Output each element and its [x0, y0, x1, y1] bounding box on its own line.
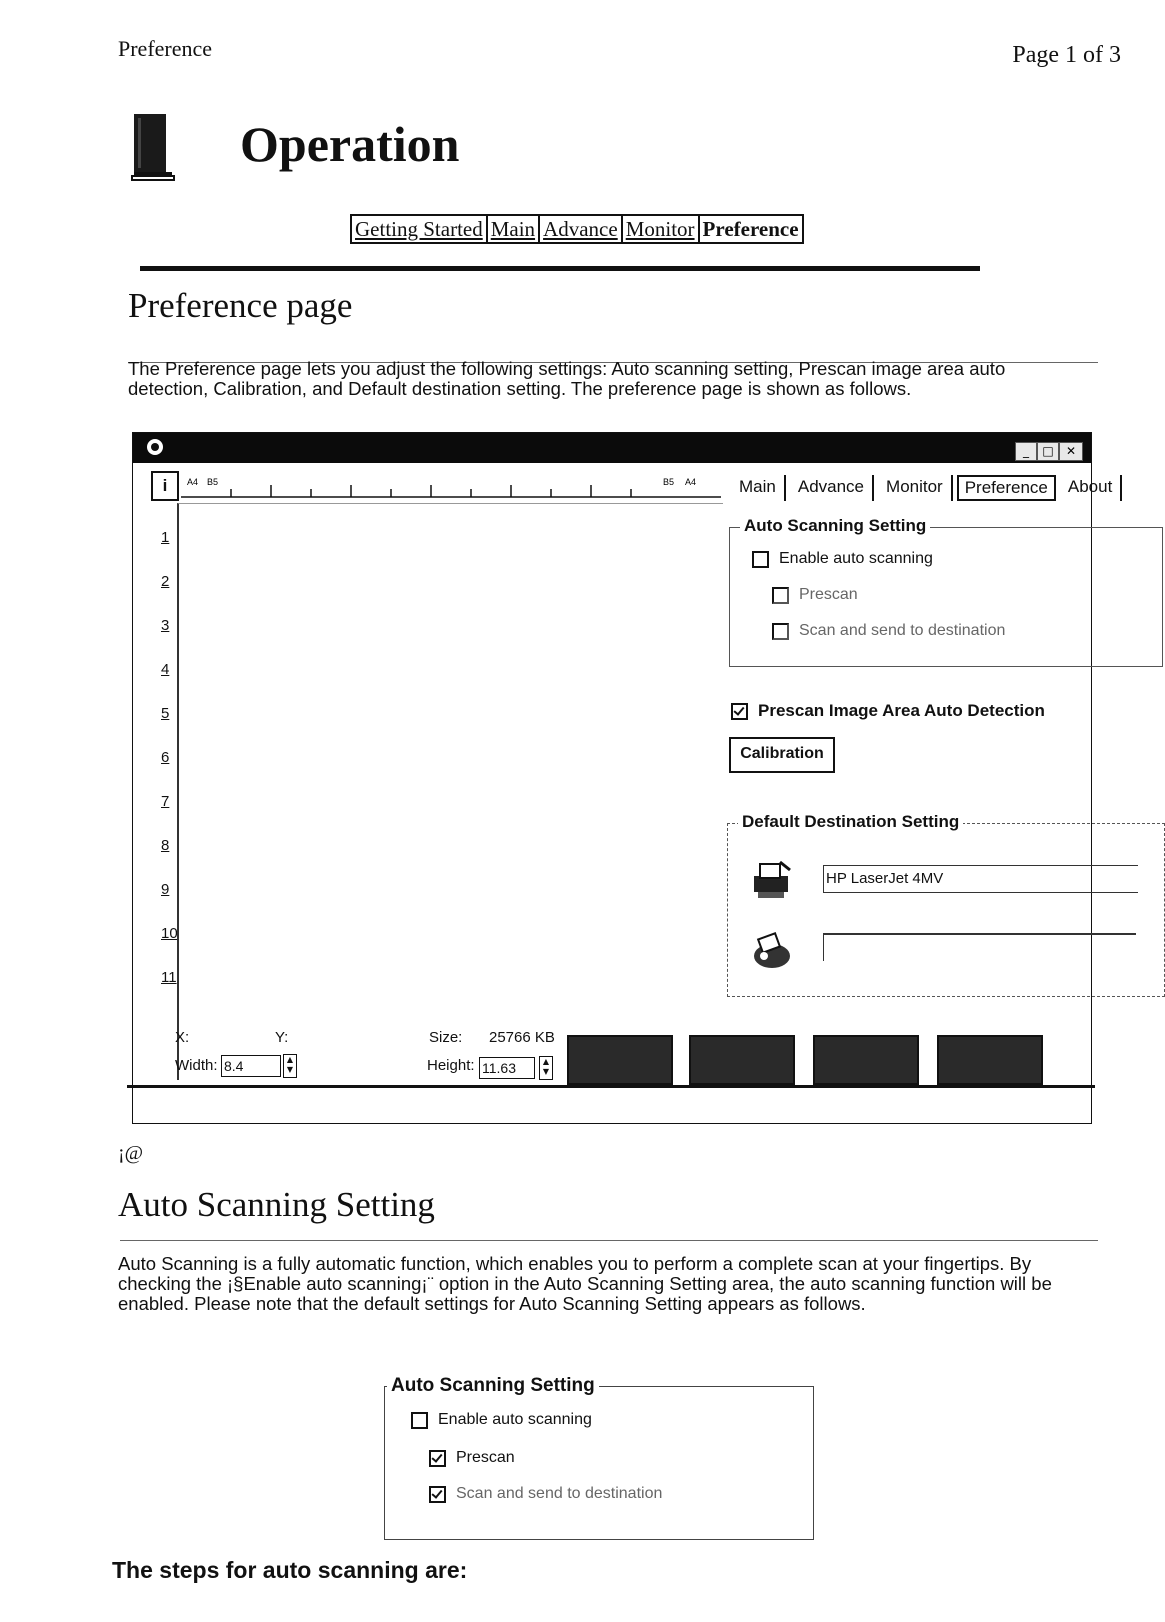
- exit-button[interactable]: [937, 1035, 1043, 1085]
- ruler-number: 8: [161, 837, 170, 854]
- prescan-button[interactable]: [689, 1035, 795, 1085]
- stray-mark: ¡@: [118, 1142, 144, 1164]
- checkbox-box[interactable]: [429, 1450, 446, 1467]
- ruler-label: B5: [663, 477, 675, 487]
- checkbox-label: Scan and send to destination: [799, 622, 1006, 639]
- checkbox-label: Prescan: [799, 586, 858, 603]
- group-label: Auto Scanning Setting: [387, 1375, 599, 1397]
- checkbox-label: Prescan Image Area Auto Detection: [758, 701, 1045, 720]
- ruler-number: 1: [161, 529, 170, 546]
- ruler-label: A4: [685, 477, 697, 487]
- checkbox-box[interactable]: [411, 1412, 428, 1429]
- auto-scanning-heading: Auto Scanning Setting: [118, 1185, 435, 1224]
- ruler-label: A4: [187, 477, 199, 487]
- window-titlebar: [133, 433, 1091, 463]
- ruler-number: 11: [161, 969, 177, 986]
- app-icon: [145, 437, 165, 457]
- size-label: Size:: [429, 1029, 463, 1046]
- divider: [120, 1240, 1098, 1241]
- group-label: Auto Scanning Setting: [740, 516, 930, 536]
- nav-getting-started[interactable]: Getting Started: [352, 216, 488, 242]
- height-spinner[interactable]: ▲ ▼: [539, 1056, 553, 1080]
- auto-scanning-body-text: Auto Scanning is a fully automatic function, which enables you to perform a complete scan at your fingertips. By checking the ¡§Enable auto scanning¡¨ option in the Auto Scanning Setting area, the auto scanning function will be enabled. Please note that the default settings for Auto Scanning Setting appears as follows.: [118, 1253, 1052, 1314]
- size-value: 25766 KB: [489, 1029, 555, 1046]
- ruler-number: 9: [161, 881, 170, 898]
- x-coordinate-label: X:: [175, 1029, 190, 1046]
- width-spinner[interactable]: ▲ ▼: [283, 1054, 297, 1078]
- tab-advance[interactable]: Advance: [790, 475, 874, 501]
- checkbox-label: Enable auto scanning: [779, 550, 933, 567]
- steps-heading: The steps for auto scanning are:: [112, 1557, 468, 1583]
- scanner-window: [132, 432, 1113, 1124]
- height-label: Height:: [427, 1057, 475, 1074]
- checkbox-box[interactable]: [772, 587, 789, 604]
- auto-scanning-group: [729, 516, 1163, 667]
- height-input[interactable]: 11.63: [479, 1057, 535, 1079]
- vertical-ruler: [143, 507, 179, 1067]
- tab-monitor[interactable]: Monitor: [878, 475, 953, 501]
- scan-preview-area[interactable]: [177, 503, 723, 1080]
- y-coordinate-label: Y:: [275, 1029, 289, 1046]
- horizontal-ruler: [181, 473, 721, 499]
- calibration-button[interactable]: Calibration: [729, 737, 835, 773]
- width-input[interactable]: 8.4: [221, 1055, 281, 1077]
- ruler-number: 10: [161, 925, 178, 942]
- checkbox-label: Enable auto scanning: [438, 1411, 592, 1428]
- scan-send-checkbox[interactable]: [429, 1485, 662, 1503]
- checkbox-label: Scan and send to destination: [456, 1485, 663, 1502]
- auto-scanning-default-box: [384, 1375, 814, 1540]
- destination-printer-field[interactable]: HP LaserJet 4MV: [823, 865, 1138, 893]
- prescan-checkbox[interactable]: [429, 1449, 515, 1467]
- book-icon: [130, 112, 176, 184]
- ruler-number: 3: [161, 617, 170, 634]
- window-bottom-border: [127, 1085, 1095, 1088]
- nav-bar: [350, 214, 804, 244]
- divider: [140, 266, 980, 271]
- minimize-button[interactable]: _: [1015, 442, 1037, 461]
- help-button[interactable]: [813, 1035, 919, 1085]
- prescan-auto-detect-checkbox[interactable]: [731, 701, 1045, 721]
- ruler-number: 7: [161, 793, 170, 810]
- ruler-number: 6: [161, 749, 170, 766]
- ruler-label: B5: [207, 477, 219, 487]
- maximize-button[interactable]: □: [1037, 442, 1059, 461]
- printer-icon: [748, 858, 794, 902]
- checkbox-box[interactable]: [731, 703, 748, 720]
- checkbox-box[interactable]: [429, 1486, 446, 1503]
- tab-bar: [731, 471, 1126, 501]
- ruler-info-button[interactable]: i: [151, 471, 179, 501]
- destination-second-field[interactable]: [823, 933, 1136, 961]
- preference-intro-text: The Preference page lets you adjust the following settings: Auto scanning setting, Prescan image area auto detection, Calibration, and Default destination setting. The preference page is shown as follows.: [128, 358, 1006, 399]
- fax-icon: [748, 928, 794, 972]
- ruler-number: 2: [161, 573, 170, 590]
- checkbox-box[interactable]: [772, 623, 789, 640]
- nav-monitor[interactable]: Monitor: [623, 216, 700, 242]
- enable-auto-scanning-checkbox[interactable]: [411, 1411, 592, 1429]
- page-number: Page 1 of 3: [1012, 42, 1121, 68]
- preference-page-heading: Preference page: [128, 286, 353, 325]
- ruler-number: 5: [161, 705, 170, 722]
- section-title: Operation: [240, 116, 460, 172]
- page-header-title: Preference: [118, 36, 213, 61]
- group-label: Default Destination Setting: [738, 812, 963, 832]
- enable-auto-scanning-checkbox[interactable]: [752, 550, 933, 568]
- scan-send-checkbox[interactable]: [772, 622, 1005, 640]
- tab-preference[interactable]: Preference: [957, 475, 1056, 501]
- scan-button[interactable]: [567, 1035, 673, 1085]
- nav-advance[interactable]: Advance: [540, 216, 623, 242]
- close-button[interactable]: ✕: [1059, 442, 1083, 461]
- ruler-number: 4: [161, 661, 170, 678]
- default-destination-group: [727, 812, 1165, 997]
- tab-about[interactable]: About: [1060, 475, 1122, 501]
- prescan-checkbox[interactable]: [772, 586, 858, 604]
- tab-main[interactable]: Main: [731, 475, 786, 501]
- nav-main[interactable]: Main: [488, 216, 540, 242]
- checkbox-box[interactable]: [752, 551, 769, 568]
- width-label: Width:: [175, 1057, 218, 1074]
- nav-preference[interactable]: Preference: [702, 217, 799, 241]
- checkbox-label: Prescan: [456, 1449, 515, 1466]
